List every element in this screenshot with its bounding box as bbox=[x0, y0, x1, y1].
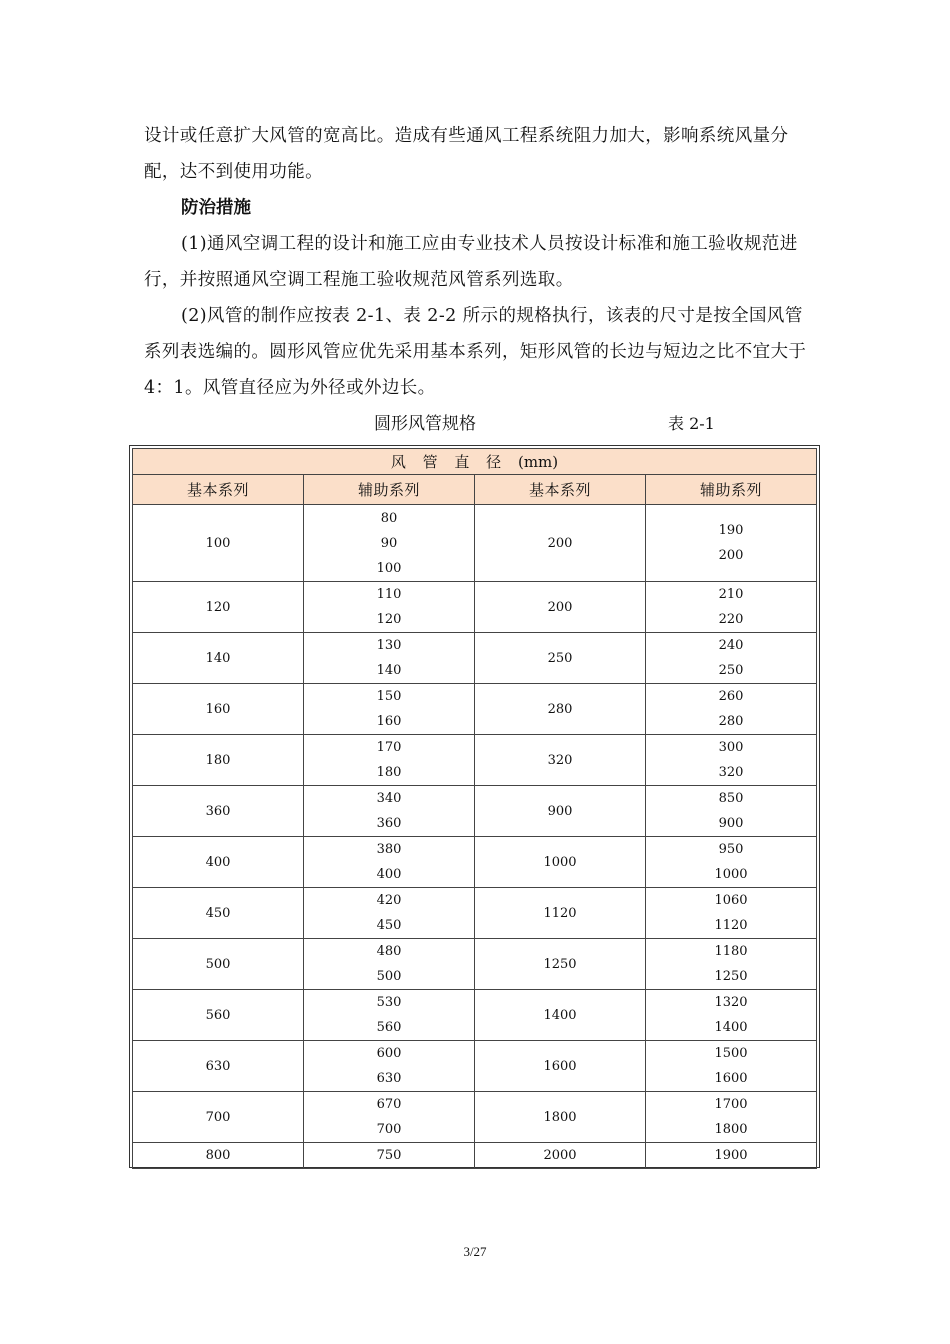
aux-series-cell-value: 480 bbox=[376, 944, 402, 959]
aux-series-cell-value: 560 bbox=[376, 1020, 402, 1035]
aux-series-cell-value: 950 bbox=[718, 842, 744, 857]
base-series-cell: 450 bbox=[133, 888, 304, 939]
aux-series-cell-value: 850 bbox=[718, 791, 744, 806]
table-header-main bbox=[133, 449, 817, 475]
paragraph-3: (2)风管的制作应按表 2-1、表 2-2 所示的规格执行，该表的尺寸是按全国风管系列表选编的。圆形风管应优先采用基本系列，矩形风管的长边与短边之比不宜大于 4：1。风管直径应为外径或外边长。 bbox=[144, 306, 807, 398]
base-series-cell: 1600 bbox=[475, 1041, 646, 1092]
table-row bbox=[133, 582, 817, 633]
base-series-cell: 100 bbox=[133, 505, 304, 582]
table-row bbox=[133, 1092, 817, 1143]
aux-series-cell bbox=[304, 939, 475, 990]
aux-series-cell bbox=[304, 582, 475, 633]
table-row bbox=[133, 939, 817, 990]
aux-series-cell bbox=[304, 990, 475, 1041]
aux-series-cell bbox=[646, 786, 817, 837]
aux-series-cell-value: 1600 bbox=[714, 1071, 748, 1086]
aux-series-cell-value: 160 bbox=[376, 714, 402, 729]
aux-series-cell-value: 250 bbox=[718, 663, 744, 678]
table-number: 表 2-1 bbox=[668, 414, 715, 433]
aux-series-cell-value: 170 bbox=[376, 740, 402, 755]
header-title bbox=[133, 449, 817, 475]
table-row bbox=[133, 990, 817, 1041]
base-series-cell: 2000 bbox=[475, 1143, 646, 1169]
aux-series-cell-value: 400 bbox=[376, 867, 402, 882]
paragraph-2: (1)通风空调工程的设计和施工应由专业技术人员按设计标准和施工验收规范进行，并按照通风空调工程施工验收规范风管系列选取。 bbox=[144, 234, 798, 290]
aux-series-cell bbox=[646, 582, 817, 633]
base-series-cell: 1800 bbox=[475, 1092, 646, 1143]
aux-series-cell bbox=[646, 633, 817, 684]
base-series-cell: 1120 bbox=[475, 888, 646, 939]
aux-series-cell-value: 120 bbox=[376, 612, 402, 627]
aux-series-cell-value: 220 bbox=[718, 612, 744, 627]
aux-series-cell bbox=[304, 837, 475, 888]
base-series-cell: 180 bbox=[133, 735, 304, 786]
col-header-base-2: 基本系列 bbox=[475, 475, 646, 505]
aux-series-cell-value: 90 bbox=[380, 535, 398, 551]
aux-series-cell-value: 1700 bbox=[714, 1097, 748, 1112]
aux-series-cell bbox=[304, 684, 475, 735]
aux-series-cell-value: 1060 bbox=[714, 893, 748, 908]
aux-series-cell-value: 1400 bbox=[714, 1020, 748, 1035]
base-series-cell: 900 bbox=[475, 786, 646, 837]
duct-table bbox=[132, 448, 817, 1169]
base-series-cell: 800 bbox=[133, 1143, 304, 1169]
base-series-cell: 120 bbox=[133, 582, 304, 633]
aux-series-cell-value: 210 bbox=[718, 587, 744, 602]
table-body bbox=[133, 505, 817, 1169]
table-row bbox=[133, 735, 817, 786]
base-series-cell: 200 bbox=[475, 505, 646, 582]
col-header-aux-1: 辅助系列 bbox=[304, 475, 475, 505]
table-row bbox=[133, 1041, 817, 1092]
base-series-cell: 140 bbox=[133, 633, 304, 684]
aux-series-cell-value: 360 bbox=[376, 816, 402, 831]
aux-series-cell-value: 180 bbox=[376, 765, 402, 780]
paragraph-1: 设计或任意扩大风管的宽高比。造成有些通风工程系统阻力加大，影响系统风量分配，达不到使用功能。 bbox=[144, 126, 789, 182]
section-heading: 防治措施 bbox=[181, 198, 251, 218]
aux-series-cell bbox=[646, 939, 817, 990]
aux-series-cell-value: 340 bbox=[376, 791, 402, 806]
aux-series-cell bbox=[304, 786, 475, 837]
aux-series-cell bbox=[646, 505, 817, 582]
aux-series-cell bbox=[646, 888, 817, 939]
table-row bbox=[133, 888, 817, 939]
table-row bbox=[133, 1143, 817, 1169]
base-series-cell: 700 bbox=[133, 1092, 304, 1143]
table-row bbox=[133, 837, 817, 888]
table-row bbox=[133, 684, 817, 735]
table-column-headers bbox=[133, 475, 817, 505]
aux-series-cell-value: 300 bbox=[718, 740, 744, 755]
aux-series-cell-value: 530 bbox=[376, 995, 402, 1010]
aux-series-cell-value: 1320 bbox=[714, 995, 748, 1010]
duct-spec-table bbox=[129, 445, 820, 1168]
base-series-cell: 560 bbox=[133, 990, 304, 1041]
aux-series-cell bbox=[646, 1143, 817, 1169]
base-series-cell: 1250 bbox=[475, 939, 646, 990]
aux-series-cell-value: 700 bbox=[376, 1122, 402, 1137]
table-row bbox=[133, 786, 817, 837]
aux-series-cell bbox=[304, 735, 475, 786]
aux-series-cell bbox=[304, 505, 475, 582]
aux-series-cell-value: 100 bbox=[376, 560, 402, 576]
base-series-cell: 500 bbox=[133, 939, 304, 990]
aux-series-cell bbox=[304, 633, 475, 684]
aux-series-cell-value: 1000 bbox=[714, 867, 748, 882]
aux-series-cell-value: 630 bbox=[376, 1071, 402, 1086]
aux-series-cell bbox=[304, 888, 475, 939]
aux-series-cell-value: 80 bbox=[380, 510, 398, 526]
table-row bbox=[133, 505, 817, 582]
header-unit: (mm) bbox=[517, 453, 559, 471]
aux-series-cell-value: 110 bbox=[376, 587, 402, 602]
base-series-cell: 1400 bbox=[475, 990, 646, 1041]
table-row bbox=[133, 633, 817, 684]
aux-series-cell-value: 150 bbox=[376, 689, 402, 704]
aux-series-cell-value: 450 bbox=[376, 918, 402, 933]
aux-series-cell-value: 260 bbox=[718, 689, 744, 704]
aux-series-cell bbox=[304, 1041, 475, 1092]
aux-series-cell-value: 140 bbox=[376, 663, 402, 678]
aux-series-cell bbox=[646, 684, 817, 735]
aux-series-cell-value: 130 bbox=[376, 638, 402, 653]
base-series-cell: 160 bbox=[133, 684, 304, 735]
aux-series-cell-value: 380 bbox=[376, 842, 402, 857]
aux-series-cell-value: 1500 bbox=[714, 1046, 748, 1061]
aux-series-cell-value: 1180 bbox=[714, 944, 748, 959]
aux-series-cell-value: 200 bbox=[718, 548, 744, 563]
aux-series-cell bbox=[304, 1143, 475, 1169]
aux-series-cell bbox=[646, 990, 817, 1041]
aux-series-cell-value: 750 bbox=[376, 1148, 402, 1163]
aux-series-cell-value: 240 bbox=[718, 638, 744, 653]
base-series-cell: 280 bbox=[475, 684, 646, 735]
aux-series-cell-value: 1120 bbox=[714, 918, 748, 933]
base-series-cell: 200 bbox=[475, 582, 646, 633]
col-header-base-1: 基本系列 bbox=[133, 475, 304, 505]
base-series-cell: 400 bbox=[133, 837, 304, 888]
aux-series-cell-value: 420 bbox=[376, 893, 402, 908]
aux-series-cell-value: 190 bbox=[718, 523, 744, 538]
page-number: 3/27 bbox=[463, 1244, 487, 1259]
aux-series-cell bbox=[646, 735, 817, 786]
aux-series-cell bbox=[646, 1041, 817, 1092]
aux-series-cell bbox=[646, 1092, 817, 1143]
base-series-cell: 250 bbox=[475, 633, 646, 684]
aux-series-cell-value: 900 bbox=[718, 816, 744, 831]
base-series-cell: 1000 bbox=[475, 837, 646, 888]
aux-series-cell-value: 600 bbox=[376, 1046, 402, 1061]
base-series-cell: 630 bbox=[133, 1041, 304, 1092]
base-series-cell: 320 bbox=[475, 735, 646, 786]
col-header-aux-2: 辅助系列 bbox=[646, 475, 817, 505]
aux-series-cell-value: 280 bbox=[718, 714, 744, 729]
base-series-cell: 360 bbox=[133, 786, 304, 837]
table-caption: 圆形风管规格 bbox=[374, 414, 476, 434]
aux-series-cell bbox=[646, 837, 817, 888]
aux-series-cell-value: 670 bbox=[376, 1097, 402, 1112]
aux-series-cell-value: 1900 bbox=[714, 1148, 748, 1163]
header-title-text: 风 管 直 径 bbox=[390, 453, 508, 471]
aux-series-cell-value: 320 bbox=[718, 765, 744, 780]
aux-series-cell-value: 1800 bbox=[714, 1122, 748, 1137]
aux-series-cell bbox=[304, 1092, 475, 1143]
aux-series-cell-value: 500 bbox=[376, 969, 402, 984]
aux-series-cell-value: 1250 bbox=[714, 969, 748, 984]
